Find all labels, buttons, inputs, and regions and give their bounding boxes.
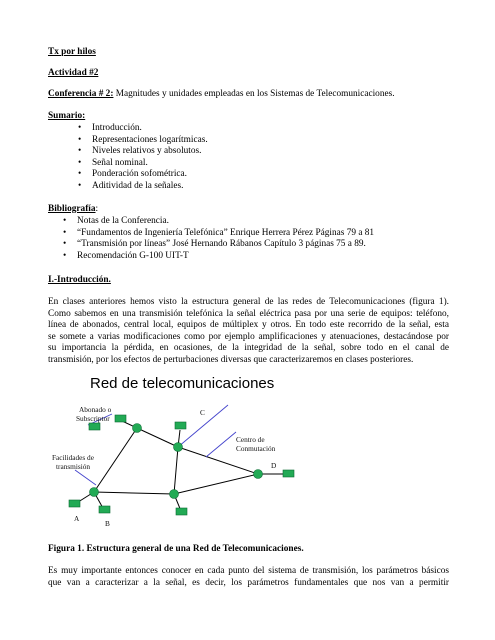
switch-node	[254, 470, 263, 479]
link-line	[94, 428, 137, 492]
closing-paragraph	[48, 566, 449, 589]
link-line	[174, 474, 258, 494]
intro-paragraph	[48, 297, 449, 366]
label-node-a: A	[74, 514, 80, 523]
pointer-line	[206, 432, 236, 457]
label-facilidades: Facilidades de	[52, 453, 94, 462]
paragraph-line: Como sabemos en una transmisión telefónica la señal eléctrica pasa por una serie de equipos: teléfono,	[48, 308, 449, 319]
label-conmutacion: Conmutación	[236, 444, 276, 453]
conference-label: Conferencia # 2:	[48, 89, 114, 99]
bibliography-colon: :	[95, 204, 99, 214]
list-item: • Ponderación sofométrica.	[78, 169, 208, 181]
label-node-d: D	[271, 461, 277, 470]
terminal-box	[175, 422, 186, 429]
terminal-box	[89, 423, 100, 430]
bibliography-heading-line	[48, 204, 98, 215]
terminal-box	[99, 506, 110, 513]
list-item: • Notas de la Conferencia.	[63, 216, 374, 228]
paragraph-line: transmisión, por los efectos de perturbaciones diversas que caracterizaremos en clases posteriores.	[48, 354, 414, 365]
terminal-boxes	[69, 415, 294, 515]
list-item: • Representaciones logarítmicas.	[78, 135, 208, 147]
conference-text: Magnitudes y unidades empleadas en los Sistemas de Telecomunicaciones.	[113, 89, 395, 99]
label-subscriptor: Subscriptor	[76, 414, 110, 423]
document-title: Tx por hilos	[48, 47, 96, 57]
list-item: • “Fundamentos de Ingeniería Telefónica” Enrique Herrera Pérez Páginas 79 a 81	[63, 228, 374, 240]
list-item: • Introducción.	[78, 123, 208, 135]
figure-caption: Figura 1. Estructura general de una Red de Telecomunicaciones.	[48, 544, 304, 554]
terminal-box	[176, 508, 187, 515]
paragraph-line: se somete a varias modificaciones como por ejemplo amplificaciones y atenuaciones, destacándose por	[48, 331, 449, 342]
pointer-line	[75, 470, 96, 485]
label-transmision: transmisión	[56, 462, 91, 471]
terminal-box	[69, 500, 80, 507]
list-item: • Niveles relativos y absolutos.	[78, 146, 208, 158]
diagram-title: Red de telecomunicaciones	[90, 375, 275, 392]
label-node-c: C	[200, 408, 205, 417]
intro-heading: I.-Introducción.	[48, 275, 111, 285]
list-item: • “Transmisión por líneas” José Hernando Rábanos Capítulo 3 páginas 75 a 89.	[63, 239, 374, 251]
paragraph-line: Es muy importante entonces conocer en cada punto del sistema de transmisión, los parámetros básicos	[48, 566, 449, 576]
summary-heading: Sumario:	[48, 111, 86, 121]
label-node-b: B	[105, 519, 110, 528]
paragraph-line: En clases anteriores hemos visto la estructura general de las redes de Telecomunicaciones (figura 1).	[48, 297, 449, 307]
switch-node	[133, 424, 142, 433]
summary-list	[78, 123, 208, 193]
link-line	[174, 447, 178, 494]
network-links	[75, 420, 285, 511]
bibliography-list	[63, 216, 374, 262]
label-abonado: Abonado o	[79, 405, 112, 414]
list-item: • Señal nominal.	[78, 158, 208, 170]
switch-node	[174, 443, 183, 452]
paragraph-line: línea de abonados, central local, equipos de múltiplex y otros. En todo este recorrido de la señal, esta	[48, 320, 449, 330]
paragraph-line: que van a caracterizar a la señal, es decir, los parámetros fundamentales que nos van a permitir	[48, 577, 449, 588]
list-item: • Aditividad de la señales.	[78, 181, 208, 193]
terminal-box	[283, 470, 294, 477]
paragraph-line: su importancia la pérdida, en ocasiones, de la integridad de la señal, sobre todo en el canal de	[48, 343, 449, 353]
link-line	[137, 428, 178, 447]
switch-node	[90, 488, 99, 497]
switch-node	[170, 490, 179, 499]
link-line	[94, 492, 174, 494]
conference-line	[48, 89, 395, 100]
label-centro: Centro de	[236, 435, 265, 444]
bibliography-heading: Bibliografía	[48, 204, 96, 214]
terminal-box	[115, 415, 126, 422]
list-item: • Recomendación G-100 UIT-T	[63, 251, 374, 263]
activity-heading: Actividad #2	[48, 68, 99, 78]
